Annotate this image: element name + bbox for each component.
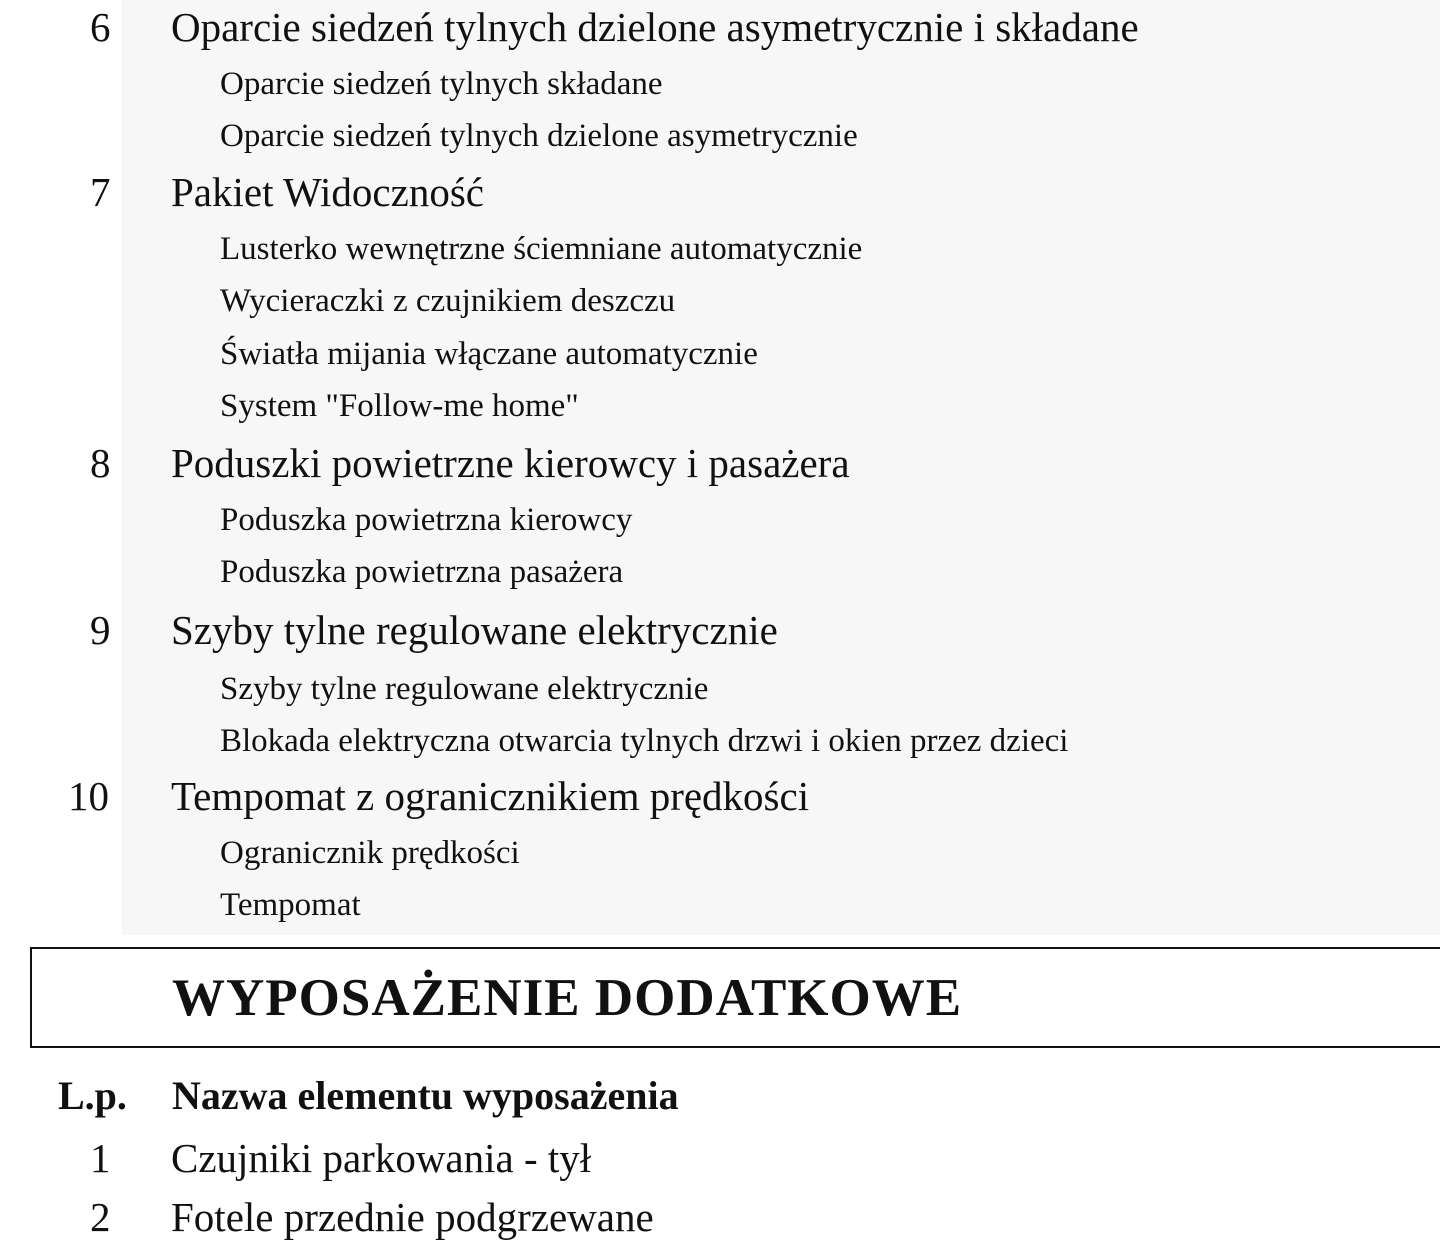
item-title: Poduszki powietrzne kierowcy i pasażera: [171, 440, 850, 486]
item-number: 9: [90, 607, 111, 653]
item-title: Oparcie siedzeń tylnych dzielone asymetrycznie i składane: [171, 4, 1139, 50]
item-number: 2: [90, 1194, 111, 1240]
item-title: Fotele przednie podgrzewane: [171, 1194, 654, 1240]
subitem: Wycieraczki z czujnikiem deszczu: [220, 283, 676, 319]
subitem: Poduszka powietrzna kierowcy: [220, 502, 633, 538]
item-number: 10: [68, 773, 109, 819]
item-number: 6: [90, 4, 111, 50]
item-number: 8: [90, 440, 111, 486]
item-title: Tempomat z ogranicznikiem prędkości: [171, 773, 810, 819]
subitem: Poduszka powietrzna pasażera: [220, 554, 624, 590]
subitem: System "Follow-me home": [220, 388, 579, 424]
subitem: Lusterko wewnętrzne ściemniane automatycznie: [220, 231, 863, 267]
subitem: Szyby tylne regulowane elektrycznie: [220, 671, 709, 707]
item-title: Szyby tylne regulowane elektrycznie: [171, 607, 778, 653]
subitem: Światła mijania włączane automatycznie: [220, 336, 758, 372]
subitem: Tempomat: [220, 887, 361, 923]
column-header-lp: L.p.: [58, 1073, 127, 1118]
item-number: 7: [90, 169, 111, 215]
item-number: 1: [90, 1135, 111, 1181]
subitem: Blokada elektryczna otwarcia tylnych drzwi i okien przez dzieci: [220, 723, 1069, 759]
subitem: Ogranicznik prędkości: [220, 835, 520, 871]
item-title: Pakiet Widoczność: [171, 169, 484, 215]
section-title: WYPOSAŻENIE DODATKOWE: [172, 969, 963, 1027]
subitem: Oparcie siedzeń tylnych składane: [220, 66, 663, 102]
item-title: Czujniki parkowania - tył: [171, 1135, 592, 1181]
column-header-name: Nazwa elementu wyposażenia: [172, 1073, 679, 1118]
subitem: Oparcie siedzeń tylnych dzielone asymetrycznie: [220, 118, 858, 154]
